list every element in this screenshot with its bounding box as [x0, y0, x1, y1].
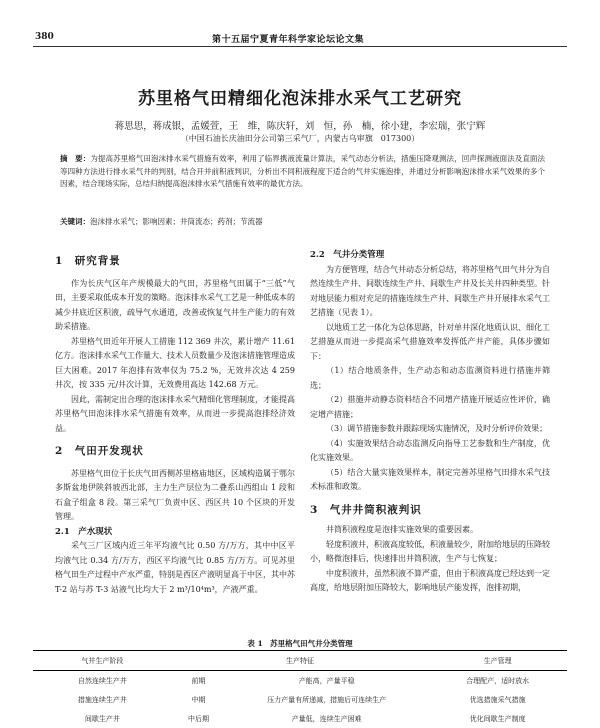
table-cell: 措施连续生产井	[77, 695, 127, 704]
step-item: （3）调节措施参数并跟踪现场实施情况，及时分析评价效果；	[326, 424, 548, 433]
table-header-cell: 生产特征	[286, 656, 314, 665]
section-1-heading: 1 研究背景	[55, 255, 121, 267]
table-cell: 中后期	[188, 714, 210, 723]
section-2-1-heading: 2.1 产水现状	[55, 526, 113, 537]
keywords	[60, 216, 545, 228]
left-column	[55, 248, 295, 597]
page-number: 380	[35, 32, 54, 42]
header-rule	[33, 46, 567, 47]
table-cell: 优选措施采气措施	[469, 695, 526, 704]
step-item: （2）措施井动静态资料结合不同增产措施开展适应性评价，确定增产措施；	[310, 395, 550, 419]
paragraph: 苏里格气田近年开展人工措施 112 369 井次，累计增产 11.61 亿方。泡沫排水采气工作量大、技术人员数量少及泡沫措施管理造成巨大困难。2017 年泡排有效率仅为 75.2 %，无效井次达 4 259 井次，按 335 元/井次计算，无效费用高达 142.68 万元。	[55, 336, 295, 389]
paragraph: 作为长庆气区年产规模最大的气田，苏里格气田属于“三低”气田，主要采取低成本开发的策略。泡沫排水采气工艺是一种低成本的减少井底近区积液，疏导气水通道，改善或恢复气井生产能力的有效助采措施。	[55, 278, 295, 331]
abstract	[60, 153, 545, 191]
table-header-cell: 生产管理	[483, 656, 512, 665]
step-item: （4）实施效果结合动态监测反向指导工艺参数和生产制度，优化实施效果。	[310, 438, 550, 462]
table-cell: 优化间歇生产制度	[469, 714, 526, 723]
paper-title: 苏里格气田精细化泡沫排水采气工艺研究	[138, 89, 462, 109]
paragraph: 轻度积液井，积液高度较低，积液量较少，附加给地层的压降较小，略微泡排后，快速排出井筒积液，生产与七恢复；	[310, 539, 550, 563]
paragraph: 井筒积液程度是泡排实施效果的重要因素。	[326, 525, 478, 534]
paragraph: 因此，需制定出合理的泡沫排水采气精细化管理制度，才能提高苏里格气田泡沫排水采气措施有效率，从而进一步提高泡排经济效益。	[55, 394, 295, 433]
keywords-label: 关键词：	[60, 217, 90, 226]
table-cell: 自然连续生产井	[77, 676, 127, 685]
section-2-2-heading: 2.2 气井分类管理	[310, 250, 385, 260]
table-cell: 产量低，连续生产困难	[291, 714, 362, 723]
abstract-label: 摘 要：	[60, 154, 91, 163]
step-item: （5）结合大量实施效果样本，制定完善苏里格气田排水采气技术标准和政策。	[310, 467, 550, 491]
section-2-heading: 2 气田开发现状	[55, 445, 144, 457]
table-row	[33, 709, 567, 728]
section-3-heading: 3 气井井筒积液判识	[310, 503, 422, 516]
right-column	[310, 248, 550, 596]
table-cell: 合理配产，适时放水	[466, 676, 530, 685]
affiliation: （中国石油长庆油田分公司第三采气厂，内蒙古乌审旗 017300）	[180, 134, 420, 143]
paragraph: 以地质工艺一体化为总体思路，针对单井深化地质认识、细化工艺措施从而进一步提高采气措施效率发挥低产井产能，具体步骤如下：	[310, 322, 550, 361]
table-cell: 产能高，产量平稳	[298, 676, 355, 685]
paragraph: 苏里格气田位于长庆气田西侧苏里格庙地区，区域构造属于鄂尔多斯盆地伊陕斜坡西北部，主力生产层位为二叠系山西组山 1 段和石盒子组盒 8 段。第三采气厂负责中区、西区共 10 个区块的开发管理。	[55, 468, 295, 521]
authors: 蒋思思，蒋成银，孟媛萱，王 维，陈庆轩，刘 恒，孙 楠，徐小建，李宏瑞，张宁辉	[114, 121, 486, 132]
table-cell: 压力产量有所递减，措施后可连续生产	[267, 695, 387, 704]
paragraph: 采气三厂区域内近三年平均液气比 0.50 方/万方，其中中区平均液气比 0.34 方/万方，西区平均液气比 0.85 方/万方。可见苏里格气田生产过程中产水严重，特别是西区产液明显高于中区，其中苏 T-2 站与苏 T-3 站液气比均大于 2 m³/10⁴m³，产液严重。	[55, 541, 295, 594]
step-item: （1）结合地质条件，生产动态和动态监测资料进行措施井筛选；	[310, 366, 550, 390]
paragraph: 为方便管理，结合气井动态分析总结，将苏里格气田气井分为自然连续生产井、间歇连续生产井、间歇生产井及长关井四种类型。针对地层能力相对充足的措施连续生产井、间歇生产井开展排水采气工艺措施（见表 1）。	[310, 264, 550, 317]
table-cell: 间歇生产井	[84, 714, 120, 723]
table-caption: 表 1 苏里格气田气井分类管理	[247, 639, 353, 648]
running-title: 第十五届宁夏青年科学家论坛论文集	[212, 35, 365, 45]
table-cell: 中期	[191, 695, 206, 704]
table-header-cell: 气井生产阶段	[81, 656, 124, 665]
table-cell: 前期	[191, 676, 206, 685]
paragraph: 中度积液井，虽然积液不算严重，但由于积液高度已经达到一定高度，给地层附加压降较大，影响地层产能发挥，泡排初期，	[310, 568, 550, 592]
classification-table	[33, 650, 567, 728]
keywords-text: 泡沫排水采气；影响因素；井筒流态；药剂；节流器	[90, 217, 263, 226]
table-header-row	[33, 651, 567, 671]
table-row	[33, 671, 567, 691]
abstract-text: 为提高苏里格气田泡沫排水采气措施有效率，利用了临界携液流量计算法，采气动态分析法，措施压降观测法，回声探测液面法及直面法等四种方法进行排水采气井的判别，结合开井前积液判识，分析出不同积液程度下适合的气井实施泡排，并通过分析影响泡沫排水采气效果的多个因素，结合现场实际，总结归纳提高泡沫排水采气措施有效率的最优方法。	[60, 154, 546, 188]
